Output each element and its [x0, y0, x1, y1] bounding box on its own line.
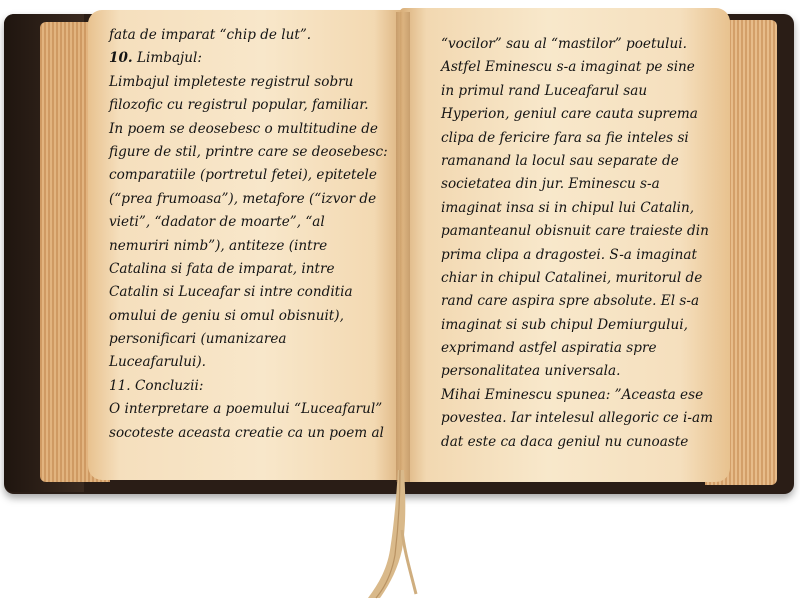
text-line: personificari (umanizarea	[109, 331, 287, 348]
text-line: in primul rand Luceafarul sau	[441, 82, 648, 99]
text-line: In poem se deosebesc o multitudine de	[109, 120, 378, 137]
text-line: figure de stil, printre care se deosebesc:	[109, 143, 388, 160]
text-line: Hyperion, geniul care cauta suprema	[441, 106, 698, 123]
text-line: Limbajul impleteste registrul sobru	[109, 73, 354, 90]
text-line: socoteste aceasta creatie ca un poem al	[109, 424, 384, 441]
text-line: societatea din jur. Eminescu s-a	[441, 176, 660, 193]
text-line: (“prea frumoasa”), metafore (“izvor de	[109, 190, 377, 207]
text-line: chiar in chipul Catalinei, muritorul de	[441, 269, 703, 286]
text-line: rand care aspira spre absolute. El s-a	[441, 293, 700, 310]
text-line: Catalin si Luceafar si intre conditia	[109, 284, 353, 301]
text-line	[109, 47, 388, 70]
text-line: vieti”, “dadator de moarte”, “al	[109, 214, 325, 231]
left-page-text	[109, 24, 388, 445]
text-line: povestea. Iar intelesul allegoric ce i-am	[441, 410, 713, 427]
text-line: nemuriri nimb”), antiteze (intre	[109, 237, 328, 254]
text-line: imaginat insa si in chipul lui Catalin,	[441, 199, 695, 216]
text-line: Mihai Eminescu spunea: ”Aceasta ese	[441, 386, 704, 403]
text-line: fata de imparat “chip de lut”.	[109, 27, 312, 43]
text-line: exprimand astfel aspiratia spre	[441, 340, 657, 357]
text-line: personalitatea universala.	[441, 363, 621, 380]
text-line: Astfel Eminescu s-a imaginat pe sine	[441, 59, 695, 76]
section-number: 10.	[109, 50, 133, 67]
text-line: pamanteanul obisnuit care traieste din	[441, 223, 709, 240]
text-line: omului de geniu si omul obisnuit),	[109, 307, 344, 324]
text-line: imaginat si sub chipul Demiurgului,	[441, 316, 688, 333]
text-line: ramanand la locul sau separate de	[441, 152, 679, 169]
text-line: comparatiile (portretul fetei), epitetele	[109, 167, 377, 184]
text-line: prima clipa a dragostei. S-a imaginat	[441, 246, 697, 263]
text-line: clipa de fericire fara sa fie inteles si	[441, 129, 689, 146]
book-gutter	[396, 12, 410, 482]
text-line: dat este ca daca geniul nu cunoaste	[441, 433, 689, 450]
text-line: Catalina si fata de imparat, intre	[109, 260, 335, 277]
text-line: “vocilor” sau al “mastilor” poetului.	[441, 36, 687, 52]
text-line: filozofic cu registrul popular, familiar.	[109, 97, 369, 114]
text-line: 11. Concluzii:	[109, 377, 204, 394]
right-page-text	[441, 33, 713, 454]
bookmark-ribbon	[340, 470, 450, 600]
text-line: Luceafarului).	[109, 354, 207, 371]
section-heading: Limbajul:	[136, 50, 202, 67]
text-line: O interpretare a poemului “Luceafarul”	[109, 401, 383, 418]
